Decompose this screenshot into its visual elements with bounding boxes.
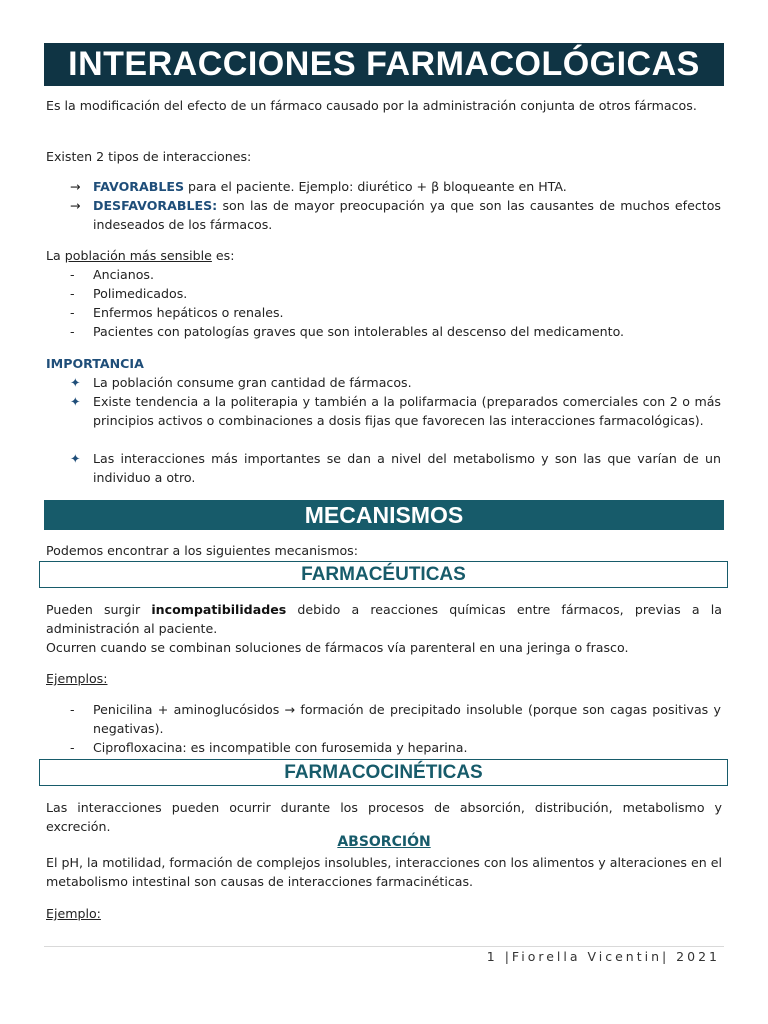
dash-marker: -	[70, 324, 75, 339]
example-item: Ciprofloxacina: es incompatible con furosemida y heparina.	[93, 740, 468, 755]
population-item: Polimedicados.	[93, 286, 188, 301]
page-footer: 1 |Fiorella Vicentin| 2021	[486, 949, 720, 964]
farmacocineticas-intro: Las interacciones pueden ocurrir durante los procesos de absorción, distribución, metabolismo y excreción.	[46, 800, 722, 834]
mecanismos-intro: Podemos encontrar a los siguientes mecanismos:	[46, 543, 358, 558]
dash-marker: -	[70, 286, 75, 301]
population-item: Ancianos.	[93, 267, 154, 282]
definition-paragraph: Es la modificación del efecto de un fármaco causado por la administración conjunta de otros fármacos.	[46, 98, 697, 113]
example-item: Penicilina + aminoglucósidos → formación de precipitado insoluble (porque son cagas positivas y negativas).	[93, 702, 721, 736]
population-heading	[46, 246, 234, 265]
importancia-heading: IMPORTANCIA	[46, 356, 144, 371]
p1-bold: incompatibilidades	[151, 602, 287, 617]
importancia-item: Existe tendencia a la politerapia y también a la polifarmacia (preparados comerciales con 2 o más principios activos o combinaciones a dosis fijas que favorecen las interacciones farmacológicas).	[93, 394, 721, 428]
population-item: Pacientes con patologías graves que son intolerables al descenso del medicamento.	[93, 324, 625, 339]
arrow-icon: →	[70, 198, 81, 213]
farmaceuticas-heading: FARMACÉUTICAS	[39, 561, 728, 588]
population-suffix: es:	[211, 248, 235, 263]
arrow-icon: →	[70, 179, 81, 194]
star-bullet-icon: ✦	[70, 394, 81, 409]
desfavorables-text: son las de mayor preocupación ya que son las causantes de muchos efectos indeseados de los fármacos.	[93, 198, 721, 232]
farmaceuticas-paragraph-2: Ocurren cuando se combinan soluciones de fármacos vía parenteral en una jeringa o frasco.	[46, 640, 629, 655]
types-intro: Existen 2 tipos de interacciones:	[46, 149, 252, 164]
desfavorables-label: DESFAVORABLES:	[93, 198, 218, 213]
star-bullet-icon: ✦	[70, 451, 81, 466]
dash-marker: -	[70, 740, 75, 755]
importancia-item: Las interacciones más importantes se dan a nivel del metabolismo y son las que varían de un individuo a otro.	[93, 451, 721, 485]
importancia-item: La población consume gran cantidad de fármacos.	[93, 375, 412, 390]
mecanismos-heading: MECANISMOS	[44, 500, 724, 530]
dash-marker: -	[70, 702, 75, 717]
farmacocineticas-heading: FARMACOCINÉTICAS	[39, 759, 728, 786]
population-underlined: población más sensible	[64, 248, 212, 263]
footer-divider	[44, 946, 724, 947]
favorables-label: FAVORABLES	[93, 179, 185, 194]
farmaceuticas-paragraph	[46, 600, 722, 638]
p1-prefix: Pueden surgir	[46, 602, 152, 617]
absorcion-paragraph: El pH, la motilidad, formación de complejos insolubles, interacciones con los alimentos y alteraciones en el metabolismo intestinal son causas de interacciones farmacinéticas.	[46, 855, 722, 889]
example-label: Ejemplo:	[46, 906, 101, 921]
examples-label: Ejemplos:	[46, 671, 108, 686]
population-prefix: La	[46, 248, 65, 263]
star-bullet-icon: ✦	[70, 375, 81, 390]
dash-marker: -	[70, 305, 75, 320]
p1-suffix: debido a reacciones químicas entre fármacos, previas a la administración al paciente.	[46, 602, 722, 636]
population-item: Enfermos hepáticos o renales.	[93, 305, 284, 320]
favorables-text: para el paciente. Ejemplo: diurético + β bloqueante en HTA.	[184, 179, 567, 194]
absorcion-heading: ABSORCIÓN	[337, 834, 431, 850]
page-title: INTERACCIONES FARMACOLÓGICAS	[44, 43, 724, 86]
dash-marker: -	[70, 267, 75, 282]
